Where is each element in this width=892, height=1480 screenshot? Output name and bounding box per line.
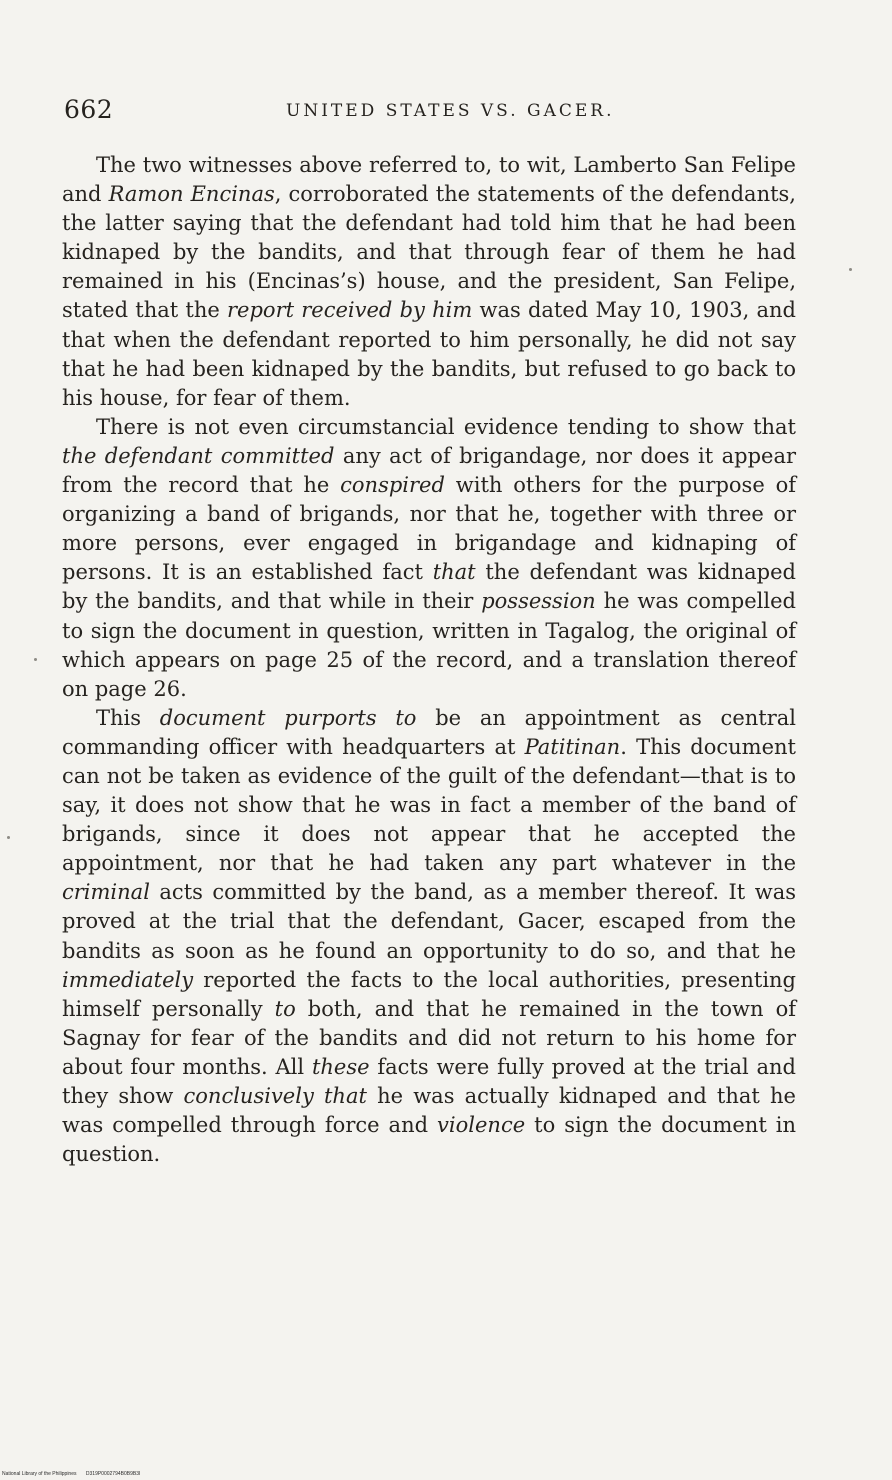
text-run: , corroborated the statements of the defendants, the latter saying that the defendant had told him that he had been kidnaped by the bandits, and that through fear of them he had remained in his (Encinas’s) house, and the president, San Felipe, stated that the xyxy=(62,182,796,323)
paragraph xyxy=(62,704,796,1170)
text-run: The two witnesses above referred to, to wit, Lamberto San Felipe and xyxy=(62,153,796,207)
text-run: any act of brigandage, nor does it appear from the record that he xyxy=(62,443,796,498)
italic-run: conclusively that xyxy=(183,1084,367,1108)
scan-speck xyxy=(849,268,852,271)
italic-run: possession xyxy=(481,589,596,614)
footer-identifier: D319P0002794B0B9B3I xyxy=(85,1471,141,1477)
italic-run: that xyxy=(432,560,476,585)
footer-library: National Library of the Philippines xyxy=(2,1471,77,1477)
italic-run: Ramon Encinas xyxy=(108,182,275,207)
italic-run: document purports to xyxy=(159,705,417,730)
text-run: There is not even circumstancial evidence tending to show that xyxy=(96,414,796,439)
text-run: he was actually kidnaped and that he was compelled through force and xyxy=(62,1084,796,1138)
running-head: UNITED STATES VS. GACER. xyxy=(286,101,615,121)
text-run: he was compelled to sign the document in question, written in Tagalog, the original of which appears on page 25 of the record, and a translation thereof on page 26. xyxy=(62,589,796,701)
italic-run: criminal xyxy=(62,880,150,905)
italic-run: Patitinan xyxy=(524,734,621,759)
scan-speck xyxy=(7,836,10,839)
italic-run: violence xyxy=(437,1113,526,1138)
italic-run: to xyxy=(274,996,296,1021)
text-run: be an appointment as central commanding officer with headquarters at xyxy=(62,705,796,759)
text-run: to sign the document in question. xyxy=(62,1113,796,1167)
text-run: was dated May 10, 1903, and that when the defendant reported to him personally, he did not say that he had been kidnaped by the bandits, but refused to go back to his house, for fear of them. xyxy=(62,298,796,410)
paragraph xyxy=(62,413,796,704)
italic-run: these xyxy=(311,1054,370,1079)
footer-imprint xyxy=(2,1471,140,1477)
italic-run: immediately xyxy=(62,967,194,992)
text-run: . This document can not be taken as evidence of the guilt of the defendant—that is to say, it does not show that he was in fact a member of the band of brigands, since it does not appear that he accepted the appointment, nor that he had taken any part whatever in the xyxy=(62,734,796,876)
text-run: This xyxy=(96,705,160,730)
text-run: the defendant was kidnaped by the bandits, and that while in their xyxy=(62,560,796,614)
text-run: reported the facts to the local authorities, presenting himself personally xyxy=(62,967,796,1021)
body-text xyxy=(62,151,796,1169)
italic-run: report received by him xyxy=(227,298,473,323)
scan-speck xyxy=(34,658,37,661)
page-number: 662 xyxy=(64,95,114,124)
text-run: with others for the purpose of organizing a band of brigands, nor that he, together with three or more persons, ever engaged in brigandage and kidnaping of persons. It is an established fact xyxy=(62,473,796,585)
text-run: both, and that he remained in the town of Sagnay for fear of the bandits and did not return to his home for about four months. All xyxy=(62,996,796,1079)
page-header xyxy=(64,95,804,135)
paragraph xyxy=(62,151,796,413)
italic-run: conspired xyxy=(340,473,445,498)
italic-run: the defendant committed xyxy=(62,443,335,468)
text-run: acts committed by the band, as a member thereof. It was proved at the trial that the defendant, Gacer, escaped from the bandits as soon as he found an opportunity to do so, and that he xyxy=(62,880,796,963)
text-run: facts were fully proved at the trial and they show xyxy=(62,1054,796,1108)
